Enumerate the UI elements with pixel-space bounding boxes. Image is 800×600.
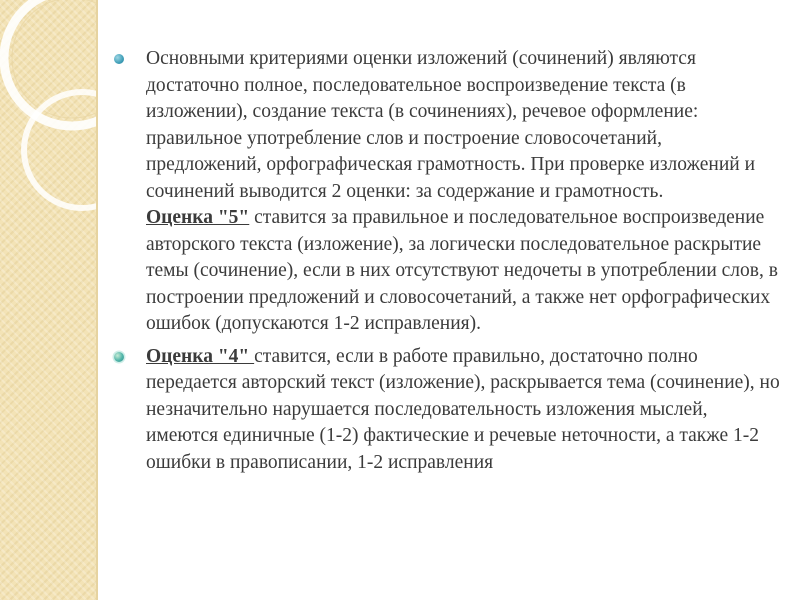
grade-5-text: ставится за правильное и последовательное воспроизведение авторского текста (изложение), за логически последовательное раскрытие темы (сочинение), если в них отсутствуют недочеты в употреблении слов, в построении предложений и словосочетаний, а также нет орфографических ошибок (допускаются 1-2 исправления). [146,207,778,334]
bullet-dot-icon [114,54,124,64]
criteria-paragraph: Основными критериями оценки изложений (сочинений) являются достаточно полное, последовательное воспроизведение текста (в изложении), создание текста (в сочинениях), речевое оформление: правильное употребление слов и построение словосочетаний, предложений, орфографическая грамотность. При проверке изложений и сочинений выводится 2 оценки: за содержание и грамотность. [146,48,756,202]
decorative-rings-icon [0,0,96,600]
bullet-item [112,46,782,338]
grade-4-text: ставится, если в работе правильно, достаточно полно передается авторский текст (изложение), раскрывается тема (сочинение), но незначительно нарушается последовательность изложения мыслей, имеются единичные (1-2) фактические и речевые неточности, а также 1-2 ошибки в правописании, 1-2 исправления [146,345,780,473]
sidebar-divider [96,0,98,600]
bullet-item [112,344,782,477]
slide-content [112,46,782,482]
bullet-dot-icon [114,352,124,362]
grade-5-label: Оценка "5" [146,207,250,228]
grade-4-label: Оценка "4" [146,345,255,367]
decorative-sidebar [0,0,96,600]
